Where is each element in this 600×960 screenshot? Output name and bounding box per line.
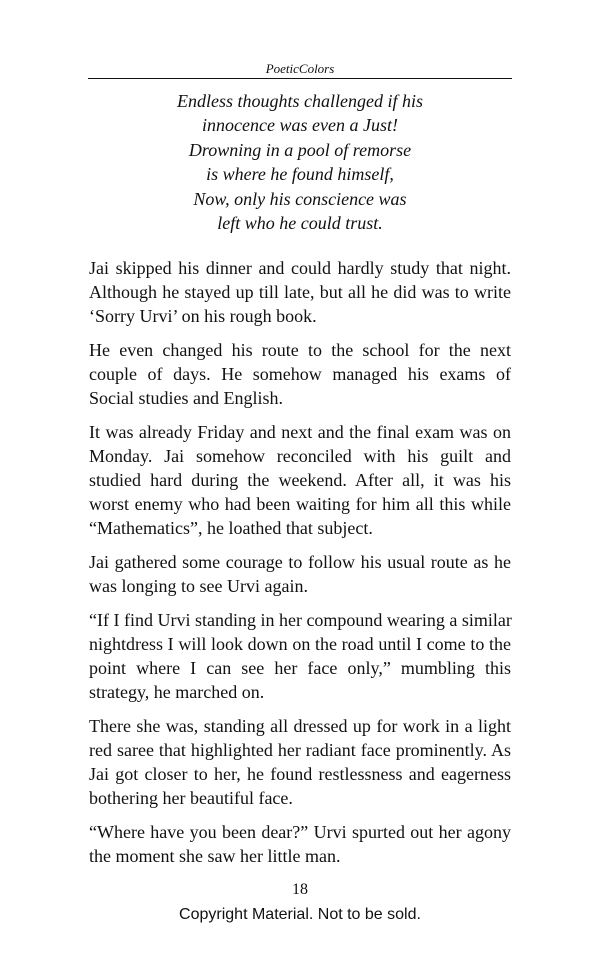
text-line: “Where have you been dear?” Urvi spurted out her agony xyxy=(89,822,511,842)
text-line: strategy, he marched on. xyxy=(89,682,265,702)
paragraph xyxy=(89,550,511,598)
poem-line: Drowning in a pool of remorse xyxy=(188,139,412,160)
text-line: ‘Sorry Urvi’ on his rough book. xyxy=(89,306,317,326)
text-line: point where I can see her face only,” mumbling this xyxy=(89,658,511,678)
running-head-title: PoeticColors xyxy=(265,61,335,76)
poem-line: Endless thoughts challenged if his xyxy=(177,91,423,111)
poem-line: left who he could trust. xyxy=(217,213,383,234)
text-line: Jai gathered some courage to follow his usual route as he xyxy=(89,552,511,572)
text-line: “Mathematics”, he loathed that subject. xyxy=(89,518,373,538)
page-number: 18 xyxy=(292,881,308,898)
paragraph xyxy=(89,714,511,810)
text-line: There she was, standing all dressed up for work in a light xyxy=(89,716,511,736)
paragraph xyxy=(89,256,511,328)
text-line: It was already Friday and next and the final exam was on xyxy=(89,422,511,442)
text-line: the moment she saw her little man. xyxy=(89,846,341,866)
text-line: was longing to see Urvi again. xyxy=(89,576,308,596)
paragraph xyxy=(89,820,511,868)
text-line: Jai got closer to her, he found restlessness and eagerness xyxy=(89,764,511,784)
text-line: nightdress I will look down on the road until I come to the xyxy=(89,634,511,654)
text-line: bothering her beautiful face. xyxy=(89,788,293,808)
paragraph xyxy=(89,420,511,540)
text-line: He even changed his route to the school for the next xyxy=(89,340,511,360)
body-text xyxy=(89,256,511,878)
text-line: couple of days. He somehow managed his exams of xyxy=(89,364,511,384)
text-line: “If I find Urvi standing in her compound wearing a similar xyxy=(89,610,512,630)
text-line: studied hard during the weekend. After all, it was his xyxy=(89,470,511,490)
paragraph xyxy=(89,338,511,410)
text-line: Although he stayed up till late, but all he did was to write xyxy=(89,282,511,302)
paragraph xyxy=(89,608,511,704)
poem-stanza xyxy=(88,89,512,235)
poem-line: is where he found himself, xyxy=(206,164,394,185)
header-rule xyxy=(88,78,512,79)
text-line: Jai skipped his dinner and could hardly study that night. xyxy=(89,258,511,278)
copyright-notice: Copyright Material. Not to be sold. xyxy=(179,906,421,923)
text-line: worst enemy who had been waiting for him all this while xyxy=(89,494,511,514)
poem-line: innocence was even a Just! xyxy=(202,115,398,136)
text-line: red saree that highlighted her radiant face prominently. As xyxy=(89,740,511,760)
text-line: Monday. Jai somehow reconciled with his guilt and xyxy=(89,446,511,466)
poem-line: Now, only his conscience was xyxy=(193,188,407,209)
text-line: Social studies and English. xyxy=(89,388,283,408)
